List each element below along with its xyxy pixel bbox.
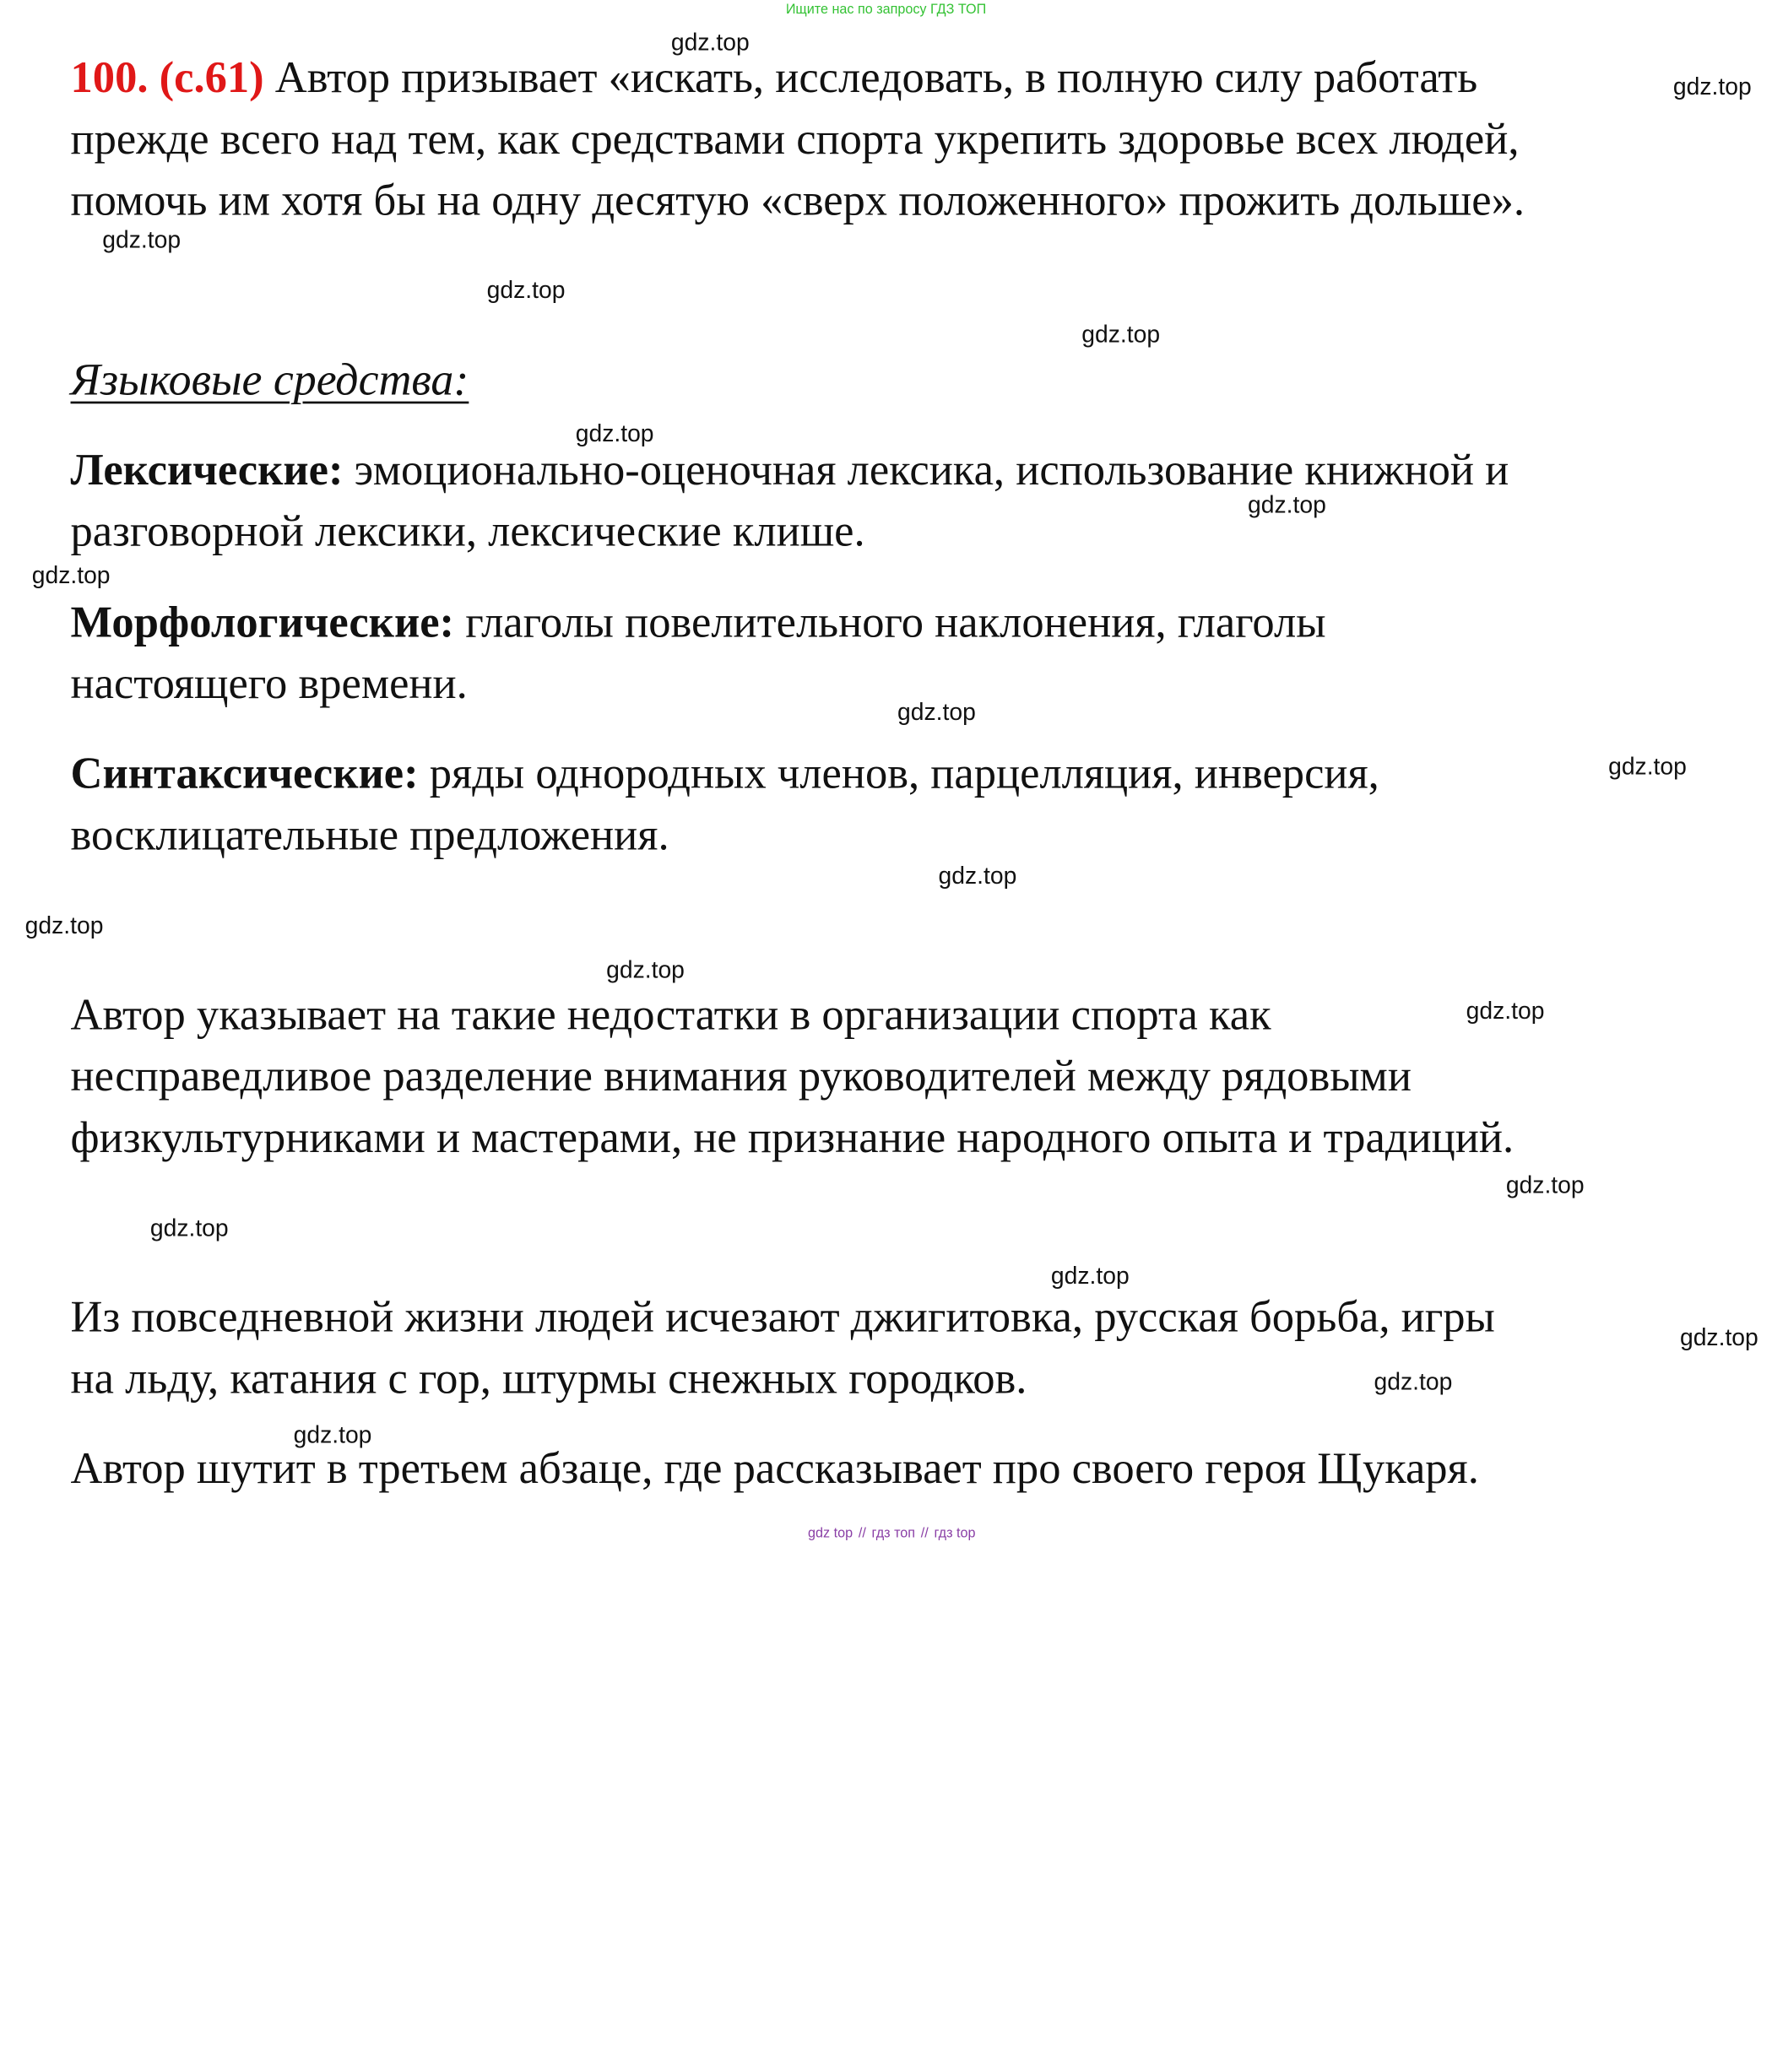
watermark: gdz.top: [1374, 1369, 1453, 1396]
watermark: gdz.top: [1247, 492, 1326, 519]
top-banner[interactable]: Ищите нас по запросу ГДЗ ТОП: [785, 1, 987, 18]
watermark: gdz.top: [1081, 322, 1161, 349]
watermark: gdz.top: [1672, 73, 1752, 100]
watermark: gdz.top: [1608, 754, 1687, 781]
morphological-paragraph: [71, 592, 1326, 716]
syntactic-line-1: Синтаксические: ряды однородных членов, парцелляция, инверсия,: [70, 749, 1379, 798]
disappear-line-2: на льду, катания с гор, штурмы снежных городков.: [70, 1354, 1027, 1404]
lexical-line-2: разговорной лексики, лексические клише.: [70, 506, 865, 556]
syntactic-line-2: восклицательные предложения.: [70, 810, 669, 860]
lexical-line-1: Лексические: эмоционально-оценочная лексика, использование книжной и: [70, 446, 1509, 495]
joke-line: Автор шутит в третьем абзаце, где рассказывает про своего героя Щукаря.: [70, 1444, 1479, 1494]
disappear-paragraph: [71, 1287, 1495, 1410]
watermark: gdz.top: [1050, 1263, 1130, 1290]
watermark: gdz.top: [575, 420, 654, 447]
syntactic-label: Синтаксические:: [70, 749, 419, 798]
task-number: 100. (с.61): [70, 53, 264, 103]
watermark: gdz.top: [1466, 998, 1545, 1025]
watermark: gdz.top: [897, 699, 976, 726]
watermark: gdz.top: [24, 912, 104, 939]
flaws-line-3: физкультурниками и мастерами, не признание народного опыта и традиций.: [70, 1113, 1515, 1162]
footer-link-3[interactable]: гдз top: [934, 1524, 976, 1541]
footer: gdz top // гдз топ // гдз top: [808, 1524, 976, 1541]
section-heading: Языковые средства:: [70, 354, 469, 405]
watermark: gdz.top: [486, 277, 566, 304]
watermark: gdz.top: [293, 1422, 372, 1449]
watermark: gdz.top: [606, 957, 685, 984]
watermark: gdz.top: [31, 562, 111, 589]
footer-link-2[interactable]: гдз топ: [871, 1524, 916, 1541]
flaws-line-1: Автор указывает на такие недостатки в организации спорта как: [70, 990, 1271, 1040]
watermark: gdz.top: [149, 1215, 229, 1242]
flaws-paragraph: [71, 985, 1515, 1169]
task-line-2: прежде всего над тем, как средствами спорта укрепить здоровье всех людей,: [70, 115, 1520, 165]
morphological-line-2: настоящего времени.: [70, 659, 468, 709]
task-paragraph: [71, 48, 1525, 232]
watermark: gdz.top: [938, 863, 1017, 890]
morphological-label: Морфологические:: [70, 598, 455, 647]
syntactic-paragraph: [71, 744, 1379, 867]
watermark: gdz.top: [1505, 1172, 1585, 1199]
watermark: gdz.top: [102, 227, 182, 254]
joke-paragraph: [71, 1438, 1479, 1500]
watermark: gdz.top: [670, 30, 750, 57]
task-line-1: 100. (с.61) Автор призывает «искать, исследовать, в полную силу работать: [70, 53, 1478, 103]
flaws-line-2: несправедливое разделение внимания руководителей между рядовыми: [70, 1052, 1412, 1101]
lexical-label: Лексические:: [70, 446, 344, 495]
task-line-3: помочь им хотя бы на одну десятую «сверх положенного» прожить дольше».: [70, 176, 1525, 225]
footer-link-1[interactable]: gdz top: [808, 1524, 853, 1541]
disappear-line-1: Из повседневной жизни людей исчезают джигитовка, русская борьба, игры: [70, 1292, 1495, 1342]
morphological-line-1: Морфологические: глаголы повелительного наклонения, глаголы: [70, 598, 1326, 647]
watermark: gdz.top: [1679, 1324, 1758, 1351]
